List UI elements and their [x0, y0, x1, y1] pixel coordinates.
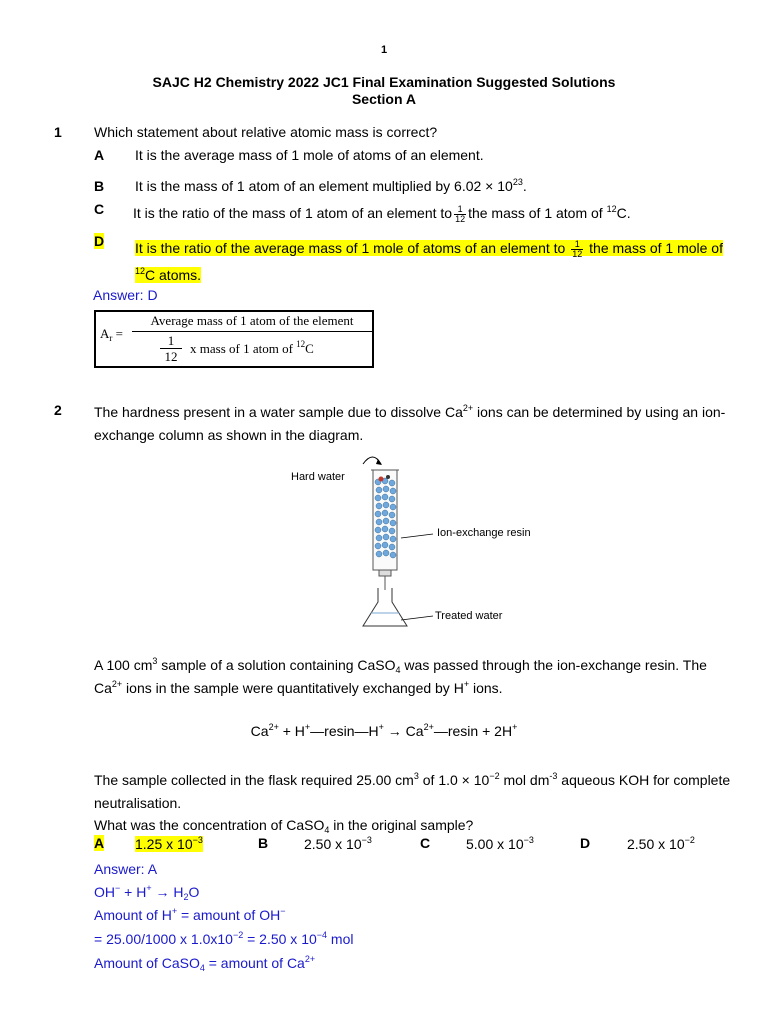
q1-option-b-part2: . [522, 178, 527, 194]
w1-part4: O [188, 884, 200, 900]
question-2-stem [94, 401, 734, 447]
q2-para1-sub: 4 [395, 665, 401, 675]
eq-part2: + H [278, 723, 305, 739]
fraction-denominator: 12 [455, 213, 466, 224]
apparatus-drawing [285, 450, 565, 635]
formula-denominator-fraction [160, 333, 182, 364]
formula-den-element: C [305, 341, 314, 356]
q2-question-part1: What was the concentration of CaSO [94, 817, 325, 833]
stopcock [379, 570, 391, 576]
q2-working-line-2 [94, 906, 285, 924]
q2-stem-line2: exchange column as shown in the diagram. [94, 427, 364, 443]
w4-part2: = amount of Ca [204, 955, 305, 971]
q1-option-c-text [133, 204, 631, 224]
question-2-number: 2 [54, 402, 62, 418]
eq-part5: —resin + 2H [433, 723, 513, 739]
w1-part2: + H [120, 884, 147, 900]
q2-choice-b-letter: B [258, 835, 269, 851]
fraction-numerator: 1 [454, 205, 466, 215]
q2-para1-line2-part1: Ca [94, 680, 112, 696]
q2-working-line-3 [94, 930, 354, 948]
q2-question-sub: 4 [324, 825, 330, 835]
ion-exchange-equation [0, 722, 768, 740]
title-line-1: SAJC H2 Chemistry 2022 JC1 Final Examination Suggested Solutions [152, 74, 616, 90]
w4-sup: 2+ [304, 954, 316, 964]
page-title [0, 74, 768, 108]
w2-sup2: − [280, 906, 286, 916]
q2-choice-d-value [627, 835, 695, 853]
q2-para2-sup1: 3 [413, 771, 419, 781]
q2-para1-part3: was passed through the ion-exchange resin. The [400, 657, 707, 673]
w2-part1: Amount of H [94, 907, 172, 923]
q1-option-b-letter: B [94, 178, 105, 194]
w1-part3: → H [151, 884, 184, 900]
q1-option-b-part1: It is the mass of 1 atom of an element multiplied by 6.02 × 10 [135, 178, 513, 194]
q2-working-line-4 [94, 954, 315, 972]
question-1-number: 1 [54, 124, 62, 140]
ion-particle [386, 475, 390, 479]
resin-leader-line [401, 534, 433, 538]
q2-para2-part4: aqueous KOH for complete [557, 772, 731, 788]
w3-part2: = 2.50 x 10 [243, 931, 317, 947]
q2-choice-d-mantissa: 2.50 x 10 [627, 836, 685, 852]
q2-choice-a-exponent: −3 [192, 835, 203, 845]
q2-working-line-1 [94, 883, 199, 901]
eq-sup3: + [378, 722, 384, 732]
one-twelfth-fraction [454, 205, 466, 224]
q2-stem-part2: ions can be determined by using an ion- [473, 404, 726, 420]
one-twelfth-fraction [571, 240, 583, 259]
q2-choice-b-exponent: −3 [361, 835, 372, 845]
ion-exchange-diagram [285, 450, 565, 635]
title-line-2: Section A [351, 91, 417, 107]
q2-choice-c-exponent: −3 [523, 835, 534, 845]
q2-para1-line2-sup2: + [463, 679, 470, 689]
formula-den-isotope: 12 [296, 339, 306, 349]
q1-option-b-exponent: 23 [512, 177, 523, 187]
eq-part1: Ca [250, 723, 269, 739]
q2-choice-c-letter: C [420, 835, 431, 851]
w2-sup1: + [171, 906, 178, 916]
q2-para2-sup2: −2 [489, 771, 500, 781]
formula-den-fraction-num: 1 [167, 333, 175, 348]
formula-lhs [100, 326, 123, 342]
q1-option-d-letter: D [94, 233, 105, 249]
w1-sup2: + [146, 883, 152, 893]
q2-para1-line2-part2: ions in the sample were quantitatively exchanged by H [122, 680, 464, 696]
q2-para1-line2-sup1: 2+ [111, 679, 123, 689]
q1-option-d-highlight [135, 240, 723, 283]
w4-sub: 4 [199, 963, 205, 973]
q2-sample-description [94, 654, 734, 700]
q1-option-c-part1: It is the ratio of the mass of 1 atom of an element to [133, 205, 453, 221]
q2-choice-d-exponent: −2 [684, 835, 695, 845]
q1-option-d-isotope-mass: 12 [135, 266, 146, 276]
eq-sup1: 2+ [268, 722, 279, 732]
q2-question [94, 816, 473, 834]
q1-option-c-part3: C. [616, 205, 631, 221]
formula-equals: = [115, 326, 123, 341]
relative-atomic-mass-formula [94, 310, 374, 368]
q1-option-b-text [135, 177, 527, 195]
formula-ar-symbol: A [100, 326, 110, 341]
eq-part4: → Ca [383, 723, 424, 739]
q2-answer: Answer: A [94, 861, 158, 877]
label-hard-water: Hard water [291, 471, 345, 483]
q2-para1-part1: A 100 cm [94, 657, 153, 673]
eq-sup2: + [304, 722, 311, 732]
q2-choice-d-letter: D [580, 835, 591, 851]
formula-numerator: Average mass of 1 atom of the element [150, 313, 354, 328]
w3-part1: = 25.00/1000 x 1.0x10 [94, 931, 233, 947]
w1-part1: OH [94, 884, 115, 900]
q2-stem-charge: 2+ [462, 403, 474, 413]
q2-choice-a-mantissa: 1.25 x 10 [135, 836, 193, 852]
conical-flask [363, 588, 407, 626]
ion-particle [379, 477, 384, 482]
q2-choice-c-value [466, 835, 534, 853]
fraction-denominator: 12 [572, 248, 583, 259]
q2-titration-description [94, 769, 734, 815]
q2-question-part2: in the original sample? [329, 817, 474, 833]
label-treated-water: Treated water [435, 610, 503, 622]
q2-choice-a-letter: A [94, 835, 105, 851]
q1-option-a-letter: A [94, 147, 105, 163]
q1-option-d-part1: It is the ratio of the average mass of 1 mole of atoms of an element to [135, 240, 566, 256]
formula-den-fraction-den: 12 [160, 348, 182, 364]
q1-option-d-text [135, 235, 735, 289]
q2-choice-a-highlight [135, 836, 203, 852]
question-1-stem: Which statement about relative atomic mass is correct? [94, 124, 438, 140]
eq-sup5: + [512, 722, 518, 732]
q2-choice-c-mantissa: 5.00 x 10 [466, 836, 524, 852]
q2-para2-part3: mol dm [499, 772, 550, 788]
formula-fraction-bar [132, 331, 372, 332]
w3-sup2: −4 [316, 930, 328, 940]
fraction-numerator: 1 [571, 240, 583, 250]
q2-choice-b-value [304, 835, 372, 853]
q2-para2-part2: of 1.0 × 10 [418, 772, 490, 788]
eq-sup4: 2+ [423, 722, 434, 732]
q1-option-c-letter: C [94, 201, 105, 217]
inflow-arrowhead-icon [376, 459, 382, 465]
q2-choice-b-mantissa: 2.50 x 10 [304, 836, 362, 852]
w1-sup1: − [115, 883, 121, 893]
w3-sup1: −2 [232, 930, 244, 940]
q2-para2-part1: The sample collected in the flask required 25.00 cm [94, 772, 414, 788]
formula-ar-subscript: r [109, 333, 113, 343]
q1-option-c-isotope-mass: 12 [606, 204, 617, 214]
q1-option-d-part3: C atoms. [145, 267, 202, 283]
q1-answer: Answer: D [93, 287, 158, 303]
w3-part3: mol [327, 931, 354, 947]
formula-denominator-text [190, 341, 314, 357]
label-ion-exchange-resin: Ion-exchange resin [437, 527, 531, 539]
q2-para1-line2-part3: ions. [469, 680, 503, 696]
eq-part3: —resin—H [310, 723, 379, 739]
q2-stem-part1: The hardness present in a water sample due to dissolve Ca [94, 404, 463, 420]
formula-den-words: x mass of 1 atom of [190, 341, 293, 356]
q2-choice-a-value [135, 835, 203, 853]
w1-sub: 2 [183, 892, 189, 902]
treated-leader-line [401, 616, 433, 620]
q1-option-a-text: It is the average mass of 1 mole of atoms of an element. [135, 147, 484, 163]
w4-part1: Amount of CaSO [94, 955, 200, 971]
q1-option-c-part2: the mass of 1 atom of [468, 205, 603, 221]
q2-para1-part2: sample of a solution containing CaSO [157, 657, 396, 673]
q2-para1-sup: 3 [152, 656, 158, 666]
q2-para2-line2: neutralisation. [94, 795, 182, 811]
q1-option-d-part2: the mass of 1 mole of [589, 240, 723, 256]
w2-part2: = amount of OH [177, 907, 281, 923]
q2-para2-sup3: -3 [549, 771, 558, 781]
page-number: 1 [380, 44, 388, 56]
